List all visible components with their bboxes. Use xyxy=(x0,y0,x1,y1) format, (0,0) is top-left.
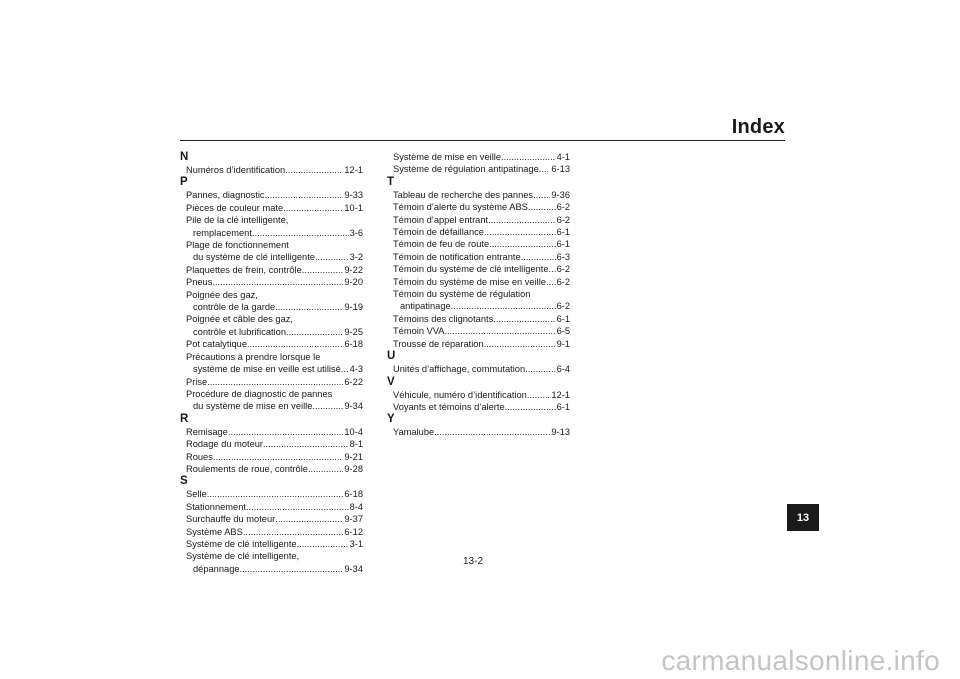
index-entry-text: Témoin de défaillance xyxy=(393,227,484,238)
index-page-ref[interactable]: 9-36 xyxy=(551,189,570,200)
index-entry[interactable] xyxy=(180,513,363,525)
index-entry-text: du système de mise en veille xyxy=(193,401,313,412)
index-entry-text: Système de clé intelligente, xyxy=(186,551,300,562)
index-page-ref[interactable]: 9-22 xyxy=(344,264,363,275)
index-entry-text: contrôle de la garde xyxy=(193,302,276,313)
index-letter: N xyxy=(180,151,189,163)
index-page-ref[interactable]: 6-5 xyxy=(556,326,570,337)
index-page-ref[interactable]: 9-19 xyxy=(344,302,363,313)
index-entry-text: Témoin VVA xyxy=(393,326,445,337)
index-letter: V xyxy=(387,375,395,388)
dot-leader xyxy=(539,163,551,175)
dot-leader xyxy=(312,400,343,412)
index-entry[interactable] xyxy=(180,313,363,338)
dot-leader xyxy=(533,189,550,201)
index-letter: R xyxy=(180,412,189,425)
index-page-ref[interactable]: 4-1 xyxy=(556,152,570,162)
index-page-ref[interactable]: 6-1 xyxy=(556,239,570,250)
index-entry[interactable] xyxy=(387,325,570,337)
index-entry-text: contrôle et lubrification xyxy=(193,326,287,337)
dot-leader xyxy=(308,463,343,475)
index-page-ref[interactable]: 6-2 xyxy=(556,301,570,312)
index-page-ref[interactable]: 8-4 xyxy=(349,501,363,512)
dot-leader xyxy=(445,325,556,337)
index-letter: P xyxy=(180,176,188,189)
index-page-ref[interactable]: 12-1 xyxy=(344,165,363,175)
index-entry[interactable] xyxy=(387,163,570,175)
index-entry-text: Pneus xyxy=(186,277,213,288)
index-entry-text: Témoin du système de régulation xyxy=(393,289,531,300)
index-entry[interactable] xyxy=(180,526,363,538)
index-entry[interactable] xyxy=(180,388,363,413)
index-entry[interactable] xyxy=(387,238,570,250)
dot-leader xyxy=(451,300,556,312)
index-letter: S xyxy=(180,475,188,488)
index-entry[interactable] xyxy=(387,313,570,325)
index-entry[interactable] xyxy=(387,276,570,288)
index-entry[interactable] xyxy=(387,263,570,275)
dot-leader xyxy=(302,264,344,276)
index-page-ref[interactable]: 9-13 xyxy=(551,427,570,438)
index-entry-text: Roulements de roue, contrôle xyxy=(186,463,308,474)
index-entry-text: Témoin de feu de route xyxy=(393,239,490,250)
chapter-tab[interactable]: 13 xyxy=(787,504,819,531)
index-entry-text: Surchauffe du moteur xyxy=(186,514,276,525)
index-page-ref[interactable]: 6-2 xyxy=(556,214,570,225)
index-page-ref[interactable]: 4-3 xyxy=(349,364,363,375)
index-page-ref[interactable]: 6-18 xyxy=(344,339,363,350)
index-entry-text: dépannage xyxy=(193,563,240,574)
index-entry[interactable] xyxy=(387,389,570,401)
index-entry-text: Poignée et câble des gaz, xyxy=(186,314,293,325)
page-number: 13-2 xyxy=(463,556,484,567)
index-entry[interactable] xyxy=(180,438,363,450)
index-entry[interactable] xyxy=(387,226,570,238)
dot-leader xyxy=(549,263,556,275)
index-entry-text: Plaquettes de frein, contrôle xyxy=(186,264,302,275)
index-entry[interactable] xyxy=(387,338,570,350)
index-entry-text: Témoin du système de mise en veille xyxy=(393,276,546,287)
index-entry[interactable] xyxy=(180,264,363,276)
index-page-ref[interactable]: 3-1 xyxy=(349,538,363,549)
index-page-ref[interactable]: 6-22 xyxy=(344,376,363,387)
index-page-ref[interactable]: 10-4 xyxy=(344,426,363,437)
index-page-ref[interactable]: 8-1 xyxy=(349,439,363,450)
index-entry-text: Pièces de couleur mate xyxy=(186,202,284,213)
index-entry[interactable] xyxy=(180,426,363,438)
index-entry-text: Procédure de diagnostic de pannes xyxy=(186,388,333,399)
index-entry-text: Témoin de notification entrante xyxy=(393,251,521,262)
index-page-ref[interactable]: 6-12 xyxy=(344,526,363,537)
index-entry[interactable] xyxy=(180,276,363,288)
index-entry-text: Pot catalytique xyxy=(186,339,247,350)
dot-leader xyxy=(546,276,556,288)
index-page-ref[interactable]: 3-6 xyxy=(349,227,363,238)
index-entry[interactable] xyxy=(180,164,363,176)
index-entry-text: du système de clé intelligente xyxy=(193,252,315,263)
index-entry-text: système de mise en veille est utilisé xyxy=(193,364,341,375)
index-page-ref[interactable]: 9-20 xyxy=(344,277,363,288)
dot-leader xyxy=(228,426,344,438)
index-entry[interactable] xyxy=(180,351,363,376)
index-entry-text: Témoins des clignotants xyxy=(393,313,494,324)
dot-leader xyxy=(525,363,555,375)
index-page-ref[interactable]: 9-21 xyxy=(344,451,363,462)
index-entry-text: Rodage du moteur xyxy=(186,439,264,450)
index-entry[interactable] xyxy=(180,501,363,513)
index-letter: Y xyxy=(387,413,395,426)
dot-leader xyxy=(484,226,556,238)
index-column-right xyxy=(387,151,570,439)
index-page-ref[interactable]: 9-34 xyxy=(344,401,363,412)
dot-leader xyxy=(263,438,349,450)
dot-leader xyxy=(213,451,344,463)
index-entry-text: Plage de fonctionnement xyxy=(186,240,289,251)
index-entry[interactable] xyxy=(180,463,363,475)
index-entry-text: Stationnement xyxy=(186,501,246,512)
dot-leader xyxy=(484,338,556,350)
index-entry[interactable] xyxy=(387,426,570,438)
index-entry-text: Voyants et témoins d’alerte xyxy=(393,401,505,412)
index-entry-text: remplacement xyxy=(193,227,252,238)
index-page-ref[interactable]: 6-2 xyxy=(556,264,570,275)
index-entry[interactable] xyxy=(180,189,363,201)
index-entry-text: Numéros d’identification xyxy=(186,165,286,175)
dot-leader xyxy=(207,376,343,388)
index-entry-text: Précautions à prendre lorsque le xyxy=(186,351,321,362)
index-page-ref[interactable]: 9-34 xyxy=(344,563,363,574)
dot-leader xyxy=(341,363,349,375)
index-entry-text: Témoin du système de clé intelligente xyxy=(393,264,549,275)
index-page-ref[interactable]: 9-1 xyxy=(556,338,570,349)
index-entry-text: Tableau de recherche des pannes xyxy=(393,189,534,200)
index-entry[interactable] xyxy=(180,550,363,575)
index-page-ref[interactable]: 9-25 xyxy=(344,326,363,337)
index-entry-text: Témoin d’appel entrant xyxy=(393,214,489,225)
dot-leader xyxy=(527,389,551,401)
dot-leader xyxy=(243,526,344,538)
index-page-ref[interactable]: 6-3 xyxy=(556,251,570,262)
index-entry[interactable] xyxy=(387,251,570,263)
dot-leader xyxy=(434,426,550,438)
index-letter: U xyxy=(387,350,396,363)
index-entry-text: Pile de la clé intelligente, xyxy=(186,215,289,226)
dot-leader xyxy=(285,164,343,176)
index-page-ref[interactable]: 12-1 xyxy=(551,389,570,400)
index-entry-text: Trousse de réparation xyxy=(393,338,484,349)
dot-leader xyxy=(528,201,556,213)
dot-leader xyxy=(246,501,349,513)
index-entry[interactable] xyxy=(180,376,363,388)
index-entry[interactable] xyxy=(180,289,363,314)
dot-leader xyxy=(212,276,343,288)
dot-leader xyxy=(240,563,344,575)
index-entry[interactable] xyxy=(180,488,363,500)
dot-leader xyxy=(265,189,344,201)
index-entry[interactable] xyxy=(387,401,570,413)
index-entry[interactable] xyxy=(387,214,570,226)
index-entry-text: Pannes, diagnostic xyxy=(186,190,265,201)
dot-leader xyxy=(275,513,343,525)
page-title: Index xyxy=(731,116,785,138)
index-entry[interactable] xyxy=(387,288,570,313)
index-entry-text: Système de clé intelligente xyxy=(186,538,297,549)
index-entry[interactable] xyxy=(180,214,363,239)
dot-leader xyxy=(315,251,349,263)
index-entry[interactable] xyxy=(180,538,363,550)
index-entry[interactable] xyxy=(180,338,363,350)
index-entry[interactable] xyxy=(387,151,570,163)
index-page-ref[interactable]: 6-4 xyxy=(556,364,570,375)
index-entry-text: Roues xyxy=(186,451,213,462)
index-entry[interactable] xyxy=(387,201,570,213)
index-letter: T xyxy=(387,175,395,188)
dot-leader xyxy=(286,326,343,338)
index-entry[interactable] xyxy=(180,451,363,463)
index-entry[interactable] xyxy=(387,189,570,201)
index-page-ref[interactable]: 6-2 xyxy=(556,202,570,213)
dot-leader xyxy=(275,301,343,313)
dot-leader xyxy=(283,202,343,214)
index-entry-text: Système de régulation antipatinage xyxy=(393,164,539,175)
index-entry-text: Système de mise en veille xyxy=(393,152,501,162)
dot-leader xyxy=(489,238,555,250)
index-page-ref[interactable]: 10-1 xyxy=(344,202,363,213)
index-page-ref[interactable]: 6-1 xyxy=(556,227,570,238)
index-page-ref[interactable]: 6-1 xyxy=(556,401,570,412)
dot-leader xyxy=(252,227,349,239)
index-page-ref[interactable]: 9-33 xyxy=(344,190,363,201)
index-page-ref[interactable]: 9-37 xyxy=(344,514,363,525)
dot-leader xyxy=(247,338,343,350)
index-page-ref[interactable]: 6-18 xyxy=(344,489,363,500)
watermark: carmanualsonline.info xyxy=(661,645,940,676)
dot-leader xyxy=(488,214,555,226)
index-entry-text: Prise xyxy=(186,376,208,387)
dot-leader xyxy=(297,538,349,550)
index-entry-text: Système ABS xyxy=(186,526,243,537)
dot-leader xyxy=(521,251,556,263)
index-page-ref[interactable]: 6-2 xyxy=(556,276,570,287)
index-entry[interactable] xyxy=(387,363,570,375)
index-page-ref[interactable]: 6-1 xyxy=(556,313,570,324)
index-entry-text: Unités d’affichage, commutation xyxy=(393,364,526,375)
index-entry-text: antipatinage xyxy=(400,301,451,312)
index-entry-text: Témoin d’alerte du système ABS xyxy=(393,202,528,213)
title-rule xyxy=(180,140,785,141)
index-entry-text: Selle xyxy=(186,489,207,500)
index-entry-text: Véhicule, numéro d’identification xyxy=(393,389,527,400)
dot-leader xyxy=(505,401,556,413)
index-entry[interactable] xyxy=(180,202,363,214)
dot-leader xyxy=(207,488,344,500)
index-page-ref[interactable]: 3-2 xyxy=(349,252,363,263)
dot-leader xyxy=(493,313,555,325)
index-page-ref[interactable]: 6-13 xyxy=(551,164,570,175)
index-column-left xyxy=(180,151,363,575)
index-entry-text: Poignée des gaz, xyxy=(186,289,258,300)
index-page-ref[interactable]: 9-28 xyxy=(344,463,363,474)
index-entry-text: Yamalube xyxy=(393,427,435,438)
dot-leader xyxy=(501,151,556,163)
index-entry-text: Remisage xyxy=(186,426,228,437)
index-entry[interactable] xyxy=(180,239,363,264)
